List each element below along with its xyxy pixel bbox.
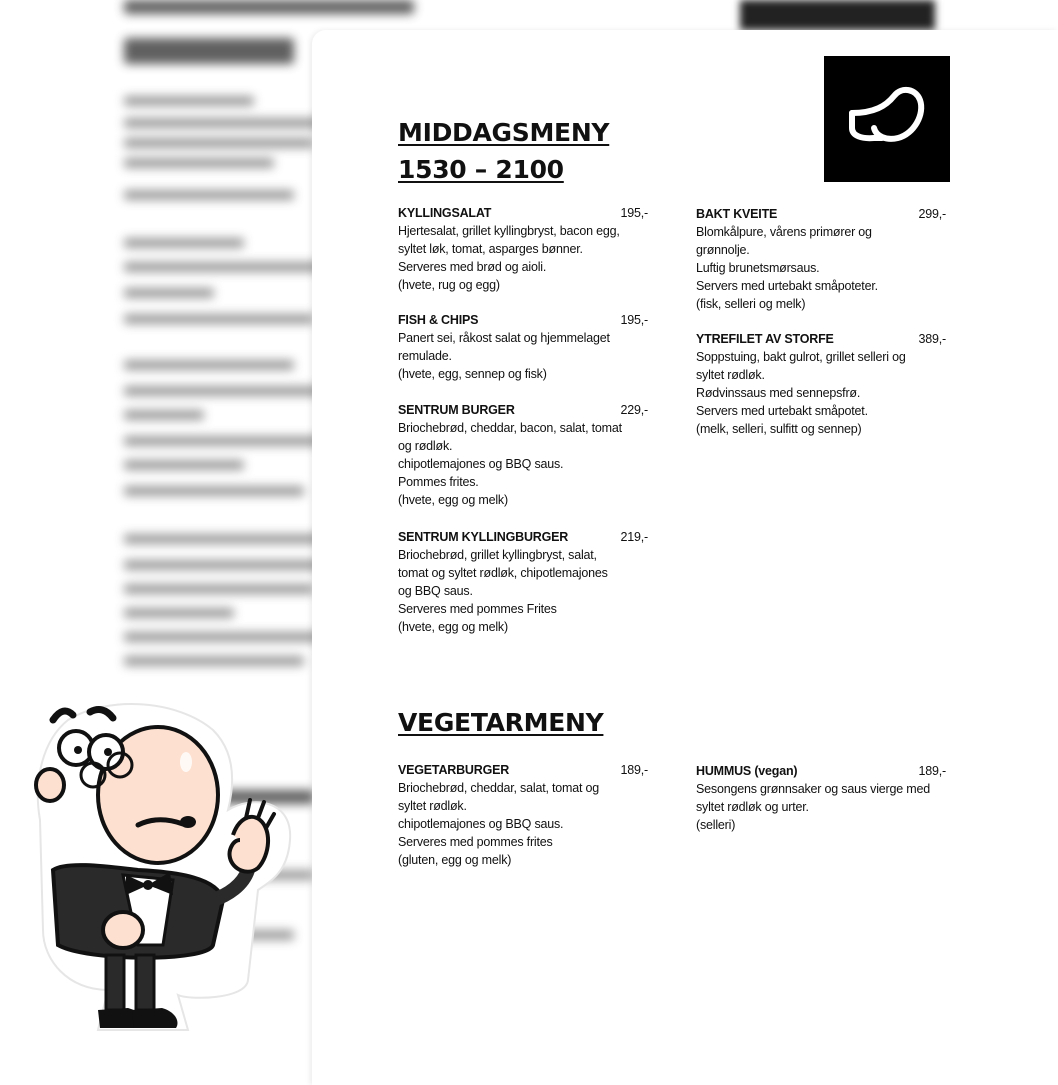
- menu-item: [398, 762, 648, 869]
- menu-item-price: 195,-: [620, 313, 648, 327]
- menu-item-description: Briochebrød, cheddar, salat, tomat og: [398, 781, 600, 795]
- menu-item-description: syltet rødløk.: [696, 368, 765, 382]
- menu-item-allergens: (hvete, egg, sennep og fisk): [398, 367, 547, 381]
- menu-item-allergens: (fisk, selleri og melk): [696, 297, 806, 311]
- menu-item-price: 189,-: [620, 763, 648, 777]
- menu-item-name: SENTRUM BURGER: [398, 403, 515, 417]
- menu-item-description: Soppstuing, bakt gulrot, grillet selleri og: [696, 350, 906, 364]
- menu-item-description: Hjertesalat, grillet kyllingbryst, bacon egg,: [398, 224, 620, 238]
- menu-item: [696, 206, 946, 313]
- menu-item-description: Briochebrød, grillet kyllingbryst, salat,: [398, 548, 597, 562]
- vegetarian-menu-title: VEGETARMENY: [398, 708, 604, 737]
- menu-item-description: Briochebrød, cheddar, bacon, salat, tomat: [398, 421, 622, 435]
- menu-item-description: Serveres med pommes Frites: [398, 602, 557, 616]
- menu-item-description: Servers med urtebakt småpotet.: [696, 404, 868, 418]
- menu-item-allergens: (hvete, rug og egg): [398, 278, 500, 292]
- menu-item-description: og BBQ saus.: [398, 584, 473, 598]
- menu-item-description: Rødvinssaus med sennepsfrø.: [696, 386, 861, 400]
- menu-item-price: 299,-: [918, 207, 946, 221]
- menu-item: [696, 763, 946, 834]
- chef-ok-hand-icon: [28, 700, 318, 1045]
- menu-item-name: SENTRUM KYLLINGBURGER: [398, 530, 569, 544]
- dinner-menu-hours: 1530 – 2100: [398, 155, 564, 184]
- menu-item-description: remulade.: [398, 349, 452, 363]
- menu-item-name: HUMMUS (vegan): [696, 764, 798, 778]
- menu-item-allergens: (hvete, egg og melk): [398, 493, 508, 507]
- menu-item-allergens: (selleri): [696, 818, 736, 832]
- menu-item-description: tomat og syltet rødløk, chipotlemajones: [398, 566, 608, 580]
- menu-item-description: grønnolje.: [696, 243, 750, 257]
- menu-item-description: og rødløk.: [398, 439, 453, 453]
- menu-item-description: chipotlemajones og BBQ saus.: [398, 457, 564, 471]
- menu-item: [696, 331, 946, 438]
- menu-item-name: YTREFILET AV STORFE: [696, 332, 834, 346]
- menu-item-description: Luftig brunetsmørsaus.: [696, 261, 820, 275]
- menu-item-description: syltet rødløk.: [398, 799, 467, 813]
- menu-item-price: 229,-: [620, 403, 648, 417]
- menu-item-price: 219,-: [620, 530, 648, 544]
- menu-item: [398, 312, 648, 383]
- menu-item-description: Serveres med brød og aioli.: [398, 260, 547, 274]
- menu-item-price: 195,-: [620, 206, 648, 220]
- menu-item-name: BAKT KVEITE: [696, 207, 778, 221]
- menu-item-description: chipotlemajones og BBQ saus.: [398, 817, 564, 831]
- menu-item-description: Serveres med pommes frites: [398, 835, 553, 849]
- menu-item: [398, 402, 648, 509]
- menu-item-price: 389,-: [918, 332, 946, 346]
- blurred-background-logo: [740, 0, 935, 30]
- menu-item-description: Pommes frites.: [398, 475, 479, 489]
- menu-item-description: Panert sei, råkost salat og hjemmelaget: [398, 331, 610, 345]
- menu-item: [398, 529, 648, 636]
- menu-item-allergens: (melk, selleri, sulfitt og sennep): [696, 422, 862, 436]
- dinner-menu-title: MIDDAGSMENY: [398, 118, 610, 147]
- menu-item-allergens: (gluten, egg og melk): [398, 853, 512, 867]
- menu-item-name: KYLLINGSALAT: [398, 206, 492, 220]
- menu-item-allergens: (hvete, egg og melk): [398, 620, 508, 634]
- menu-item-name: VEGETARBURGER: [398, 763, 510, 777]
- menu-item-name: FISH & CHIPS: [398, 313, 479, 327]
- menu-item-description: syltet rødløk og urter.: [696, 800, 809, 814]
- menu-item-description: Blomkålpure, vårens primører og: [696, 225, 872, 239]
- restaurant-logo-icon: [824, 56, 950, 182]
- menu-item-description: Sesongens grønnsaker og saus vierge med: [696, 782, 931, 796]
- menu-item: [398, 205, 648, 294]
- menu-item-price: 189,-: [918, 764, 946, 778]
- menu-item-description: Servers med urtebakt småpoteter.: [696, 279, 878, 293]
- menu-item-description: syltet løk, tomat, asparges bønner.: [398, 242, 583, 256]
